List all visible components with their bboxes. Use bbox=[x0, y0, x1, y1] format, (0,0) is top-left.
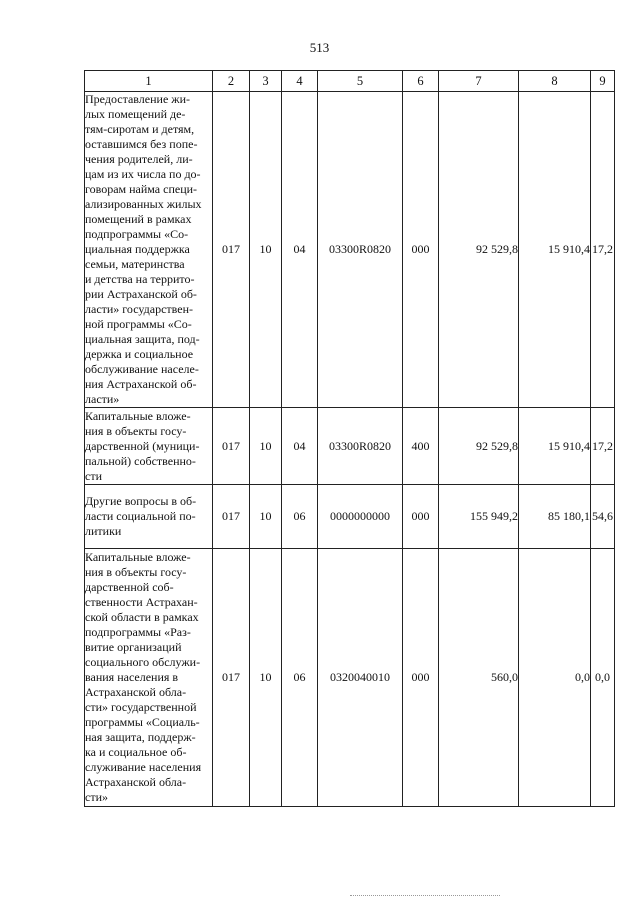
cell-section: 10 bbox=[250, 485, 282, 549]
description-line: обслуживание населе- bbox=[85, 362, 199, 376]
table-row bbox=[85, 408, 615, 485]
description-line: подпрограммы «Раз- bbox=[85, 625, 191, 639]
description-line: и детства на террито- bbox=[85, 272, 195, 286]
description-line: ния Астраханской об- bbox=[85, 377, 197, 391]
description-line: дарственной (муници- bbox=[85, 438, 200, 453]
description-line: тям-сиротам и детям, bbox=[85, 122, 195, 136]
cell-expense-type: 000 bbox=[403, 92, 439, 408]
cell-actual: 15 910,4 bbox=[519, 92, 591, 408]
scan-artifact-line bbox=[350, 895, 500, 896]
col-header: 8 bbox=[519, 71, 591, 92]
cell-actual: 85 180,1 bbox=[519, 485, 591, 549]
description-line: ализированных жилых bbox=[85, 197, 202, 211]
cell-admin-code: 017 bbox=[213, 408, 250, 485]
description-line: сти bbox=[85, 468, 102, 483]
description-line: ния в объекты госу- bbox=[85, 423, 187, 438]
description-line: сти» bbox=[85, 790, 108, 804]
description-line: ная защита, поддерж- bbox=[85, 730, 196, 744]
description-line: витие организаций bbox=[85, 640, 182, 654]
row-description bbox=[85, 92, 213, 408]
cell-subsection: 06 bbox=[282, 549, 318, 807]
description-line: Капитальные вложе- bbox=[85, 550, 191, 564]
row-description bbox=[85, 408, 213, 485]
description-line: оставшимся без попе- bbox=[85, 137, 198, 151]
cell-expense-type: 400 bbox=[403, 408, 439, 485]
cell-target-article: 0320040010 bbox=[318, 549, 403, 807]
cell-plan: 155 949,2 bbox=[439, 485, 519, 549]
row-description bbox=[85, 485, 213, 549]
cell-plan: 560,0 bbox=[439, 549, 519, 807]
description-line: ласти» bbox=[85, 392, 120, 406]
cell-admin-code: 017 bbox=[213, 92, 250, 408]
description-line: ской области в рамках bbox=[85, 610, 199, 624]
cell-section: 10 bbox=[250, 408, 282, 485]
description-line: циальная поддержка bbox=[85, 242, 190, 256]
description-line: пальной) собственно- bbox=[85, 453, 196, 468]
cell-target-article: 0000000000 bbox=[318, 485, 403, 549]
cell-percent: 17,2 bbox=[591, 408, 615, 485]
col-header: 3 bbox=[250, 71, 282, 92]
row-description bbox=[85, 549, 213, 807]
header-row bbox=[85, 71, 615, 92]
description-line: Астраханской обла- bbox=[85, 775, 187, 789]
description-line: подпрограммы «Со- bbox=[85, 227, 189, 241]
description-line: говорам найма специ- bbox=[85, 182, 198, 196]
description-line: чения родителей, ли- bbox=[85, 152, 193, 166]
table-row bbox=[85, 92, 615, 408]
description-line: вания населения в bbox=[85, 670, 179, 684]
description-line: держка и социальное bbox=[85, 347, 194, 361]
budget-table bbox=[84, 70, 615, 807]
col-header: 4 bbox=[282, 71, 318, 92]
description-line: Капитальные вложе- bbox=[85, 408, 191, 423]
cell-section: 10 bbox=[250, 92, 282, 408]
description-line: ной программы «Со- bbox=[85, 317, 192, 331]
cell-plan: 92 529,8 bbox=[439, 92, 519, 408]
description-line: Астраханской обла- bbox=[85, 685, 187, 699]
description-line: циальная защита, под- bbox=[85, 332, 200, 346]
description-line: дарственной соб- bbox=[85, 580, 174, 594]
description-line: социального обслужи- bbox=[85, 655, 201, 669]
description-line: ственности Астрахан- bbox=[85, 595, 198, 609]
description-line: программы «Социаль- bbox=[85, 715, 200, 729]
cell-target-article: 03300R0820 bbox=[318, 92, 403, 408]
cell-percent: 17,2 bbox=[591, 92, 615, 408]
cell-actual: 0,0 bbox=[519, 549, 591, 807]
description-line: литики bbox=[85, 524, 122, 538]
cell-percent: 54,6 bbox=[591, 485, 615, 549]
description-line: ласти» государствен- bbox=[85, 302, 193, 316]
cell-subsection: 04 bbox=[282, 92, 318, 408]
cell-admin-code: 017 bbox=[213, 485, 250, 549]
col-header: 7 bbox=[439, 71, 519, 92]
cell-admin-code: 017 bbox=[213, 549, 250, 807]
cell-section: 10 bbox=[250, 549, 282, 807]
description-line: лых помещений де- bbox=[85, 107, 186, 121]
description-line: Другие вопросы в об- bbox=[85, 494, 197, 508]
description-line: служивание населения bbox=[85, 760, 202, 774]
description-line: цам из их числа по до- bbox=[85, 167, 201, 181]
description-line: ласти социальной по- bbox=[85, 509, 196, 523]
col-header: 9 bbox=[591, 71, 615, 92]
col-header: 1 bbox=[85, 71, 213, 92]
description-line: ка и социальное об- bbox=[85, 745, 187, 759]
description-line: помещений в рамках bbox=[85, 212, 192, 226]
col-header: 2 bbox=[213, 71, 250, 92]
cell-expense-type: 000 bbox=[403, 549, 439, 807]
description-line: Предоставление жи- bbox=[85, 92, 190, 106]
table-row bbox=[85, 549, 615, 807]
description-line: семьи, материнства bbox=[85, 257, 185, 271]
col-header: 6 bbox=[403, 71, 439, 92]
cell-percent: 0,0 bbox=[591, 549, 615, 807]
description-line: рии Астраханской об- bbox=[85, 287, 197, 301]
cell-subsection: 06 bbox=[282, 485, 318, 549]
col-header: 5 bbox=[318, 71, 403, 92]
page-number: 513 bbox=[309, 40, 330, 55]
cell-plan: 92 529,8 bbox=[439, 408, 519, 485]
cell-target-article: 03300R0820 bbox=[318, 408, 403, 485]
cell-actual: 15 910,4 bbox=[519, 408, 591, 485]
table-row bbox=[85, 485, 615, 549]
description-line: сти» государственной bbox=[85, 700, 197, 714]
cell-subsection: 04 bbox=[282, 408, 318, 485]
cell-expense-type: 000 bbox=[403, 485, 439, 549]
description-line: ния в объекты госу- bbox=[85, 565, 187, 579]
